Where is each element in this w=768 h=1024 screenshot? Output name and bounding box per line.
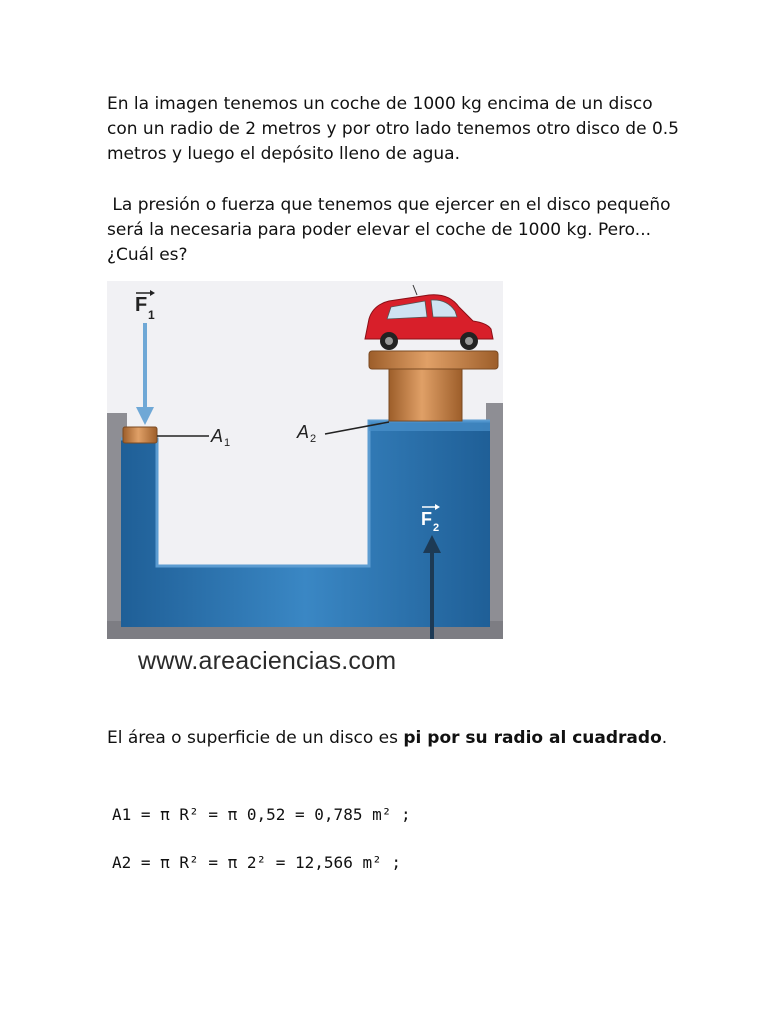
- area-explanation: [107, 726, 687, 751]
- label-a1: A: [211, 426, 224, 446]
- hydraulic-press-figure: [107, 281, 503, 639]
- intro-paragraph: En la imagen tenemos un coche de 1000 kg encima de un disco con un radio de 2 metros y por otro lado tenemos otro disco de 0.5 metros y luego el depósito lleno de agua.: [107, 94, 679, 164]
- force-f1-arrow: [136, 323, 154, 425]
- area-text-bold: pi por su radio al cuadrado: [403, 728, 662, 748]
- large-piston: [369, 351, 498, 421]
- label-a1-sub: 1: [224, 437, 231, 449]
- car-icon: [365, 285, 493, 350]
- question-paragraph: La presión o fuerza que tenemos que ejercer en el disco pequeño será la necesaria para poder elevar el coche de 1000 kg. Pero...¿Cuál es?: [107, 195, 676, 265]
- area-text-prefix: El área o superficie de un disco es: [107, 728, 404, 748]
- label-f2-sub: 2: [433, 522, 440, 534]
- formula-a1: A1 = π R² = π 0,52 = 0,785 m² ;: [112, 805, 411, 824]
- label-a2: A: [297, 422, 310, 442]
- website-caption: www.areaciencias.com: [138, 647, 397, 675]
- formula-a2: A2 = π R² = π 2² = 12,566 m² ;: [112, 853, 401, 872]
- label-a2-sub: 2: [310, 433, 317, 445]
- label-f2: F: [421, 509, 432, 529]
- label-f1: F: [135, 294, 148, 316]
- area-text-suffix: .: [661, 728, 668, 748]
- label-f1-sub: 1: [148, 308, 155, 322]
- small-piston: [123, 427, 157, 443]
